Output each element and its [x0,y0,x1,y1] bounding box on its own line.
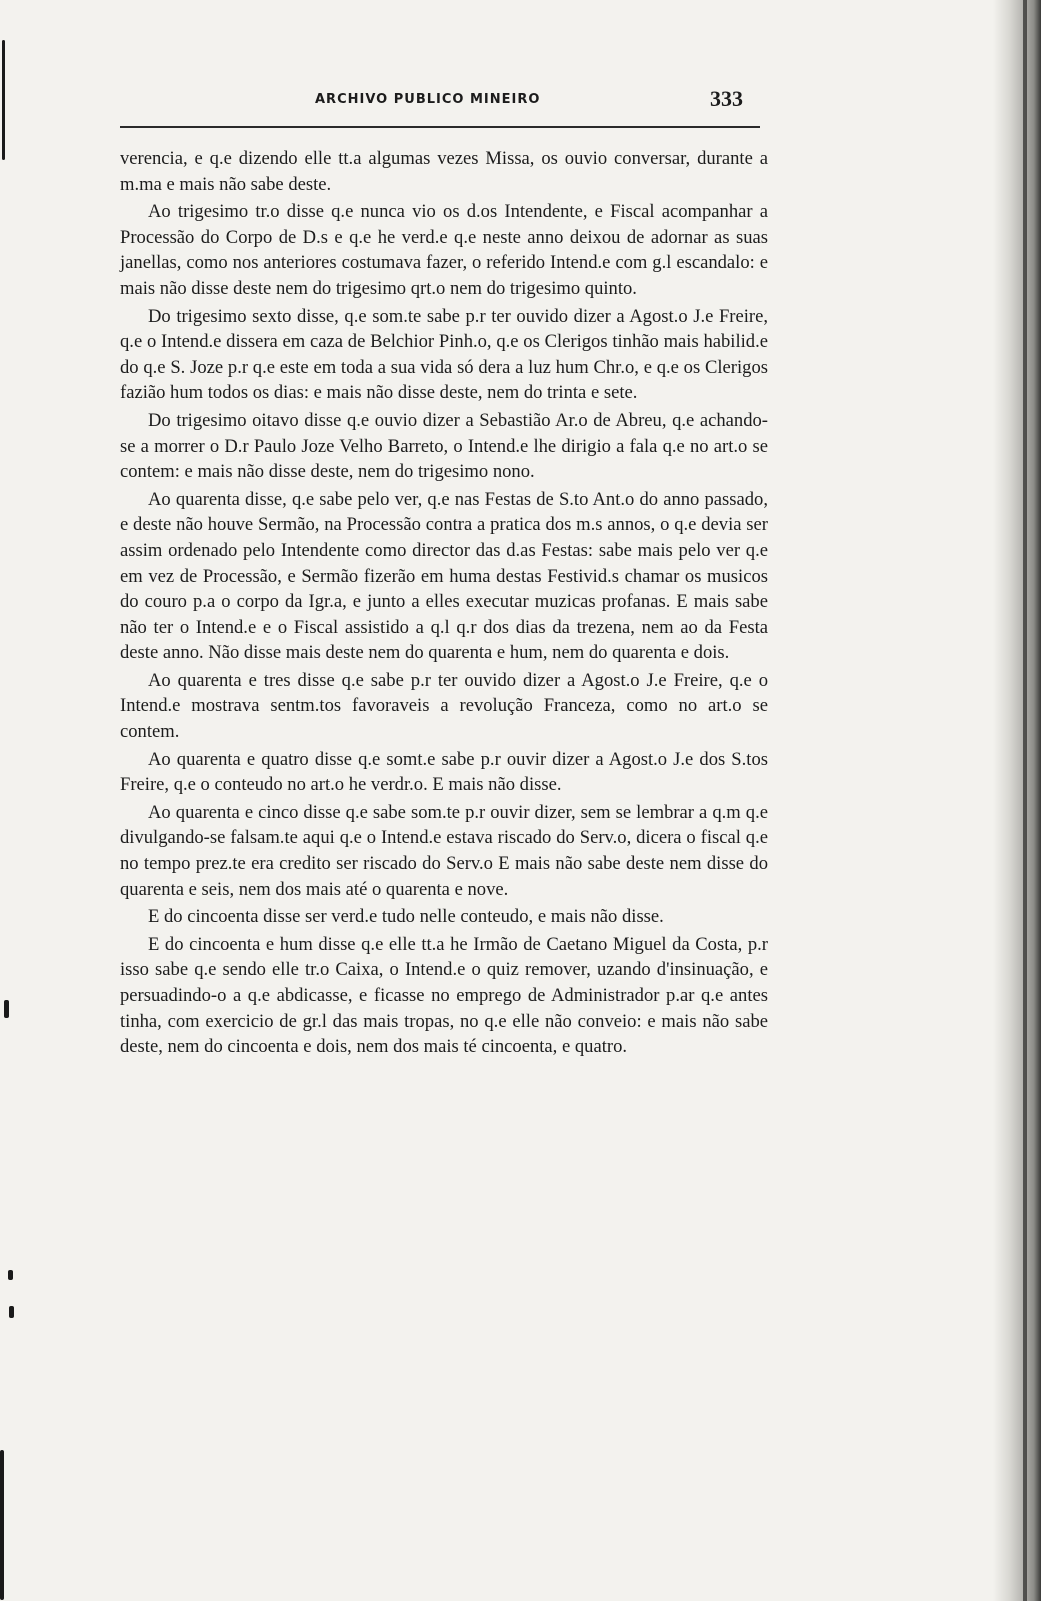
paragraph: Ao quarenta e tres disse q.e sabe p.r ter ouvido dizer a Agost.o J.e Freire, q.e o Intend.e mostrava sentm.tos favoraveis a revolução Franceza, como no art.o se contem. [120,669,768,743]
paragraph: verencia, e q.e dizendo elle tt.a algumas vezes Missa, os ouvio conversar, durante a m.ma e mais não sabe deste. [120,148,768,195]
paragraph: Do trigesimo oitavo disse q.e ouvio dizer a Sebastião Ar.o de Abreu, q.e achando-se a morrer o D.r Paulo Joze Velho Barreto, o Intend.e lhe dirigio a fala q.e no art.o se contem: e mais não disse deste, nem do trigesimo nono. [120,409,768,483]
paragraph: E do cincoenta disse ser verd.e tudo nelle conteudo, e mais não disse. [148,906,664,928]
scan-mark [4,1000,9,1018]
paragraph: E do cincoenta e hum disse q.e elle tt.a he Irmão de Caetano Miguel da Costa, p.r isso sabe q.e sendo elle tr.o Caixa, o Intend.e o quiz remover, uzando d'insinuação, e persuadindo-o a q.e abdicasse, e ficasse no emprego de Administrador p.ar q.e antes tinha, com exercicio de gr.l das mais tropas, no q.e elle não conveio: e mais não sabe deste, nem do cincoenta e dois, nem dos mais té cincoenta, e quatro. [120,933,768,1058]
paragraph: Ao trigesimo tr.o disse q.e nunca vio os d.os Intendente, e Fiscal acompanhar a Processão do Corpo de D.s e q.e he verd.e q.e neste anno deixou de adornar as suas janellas, como nos anteriores costumava fazer, o referido Intend.e com g.l escandalo: e mais não disse deste nem do trigesimo qrt.o nem do trigesimo quinto. [120,201,768,299]
paragraph: Ao quarenta e cinco disse q.e sabe som.te p.r ouvir dizer, sem se lembrar a q.m q.e divulgando-se falsam.te aqui q.e o Intend.e estava riscado do Serv.o, dicera o fiscal q.e no tempo prez.te era credito ser riscado do Serv.o E mais não sabe deste nem disse do quarenta e seis, nem dos mais até o quarenta e nove. [120,801,768,900]
scan-mark [9,1306,14,1318]
scan-mark [0,1450,4,1600]
page-header [120,86,760,116]
scan-edge-marks [0,0,14,1601]
scan-mark [2,40,5,160]
body-text [120,146,768,1062]
paragraph: Ao quarenta e quatro disse q.e somt.e sabe p.r ouvir dizer a Agost.o J.e dos S.tos Freire, q.e o conteudo no art.o he verdr.o. E mais não disse. [120,748,768,796]
scan-mark [8,1270,13,1280]
paragraph: Do trigesimo sexto disse, q.e som.te sabe p.r ter ouvido dizer a Agost.o J.e Freire, q.e o Intend.e dissera em caza de Belchior Pinh.o, q.e os Clerigos tinhão mais habilid.e do q.e S. Joze p.r q.e este em toda a sua vida só dera a luz hum Chr.o, e q.e os Clerigos fazião hum todos os dias: e mais não disse deste, nem do trinta e sete. [120,305,768,404]
page-number: 333 [710,86,743,111]
header-rule [120,126,760,128]
running-title: ARCHIVO PUBLICO MINEIRO [315,92,541,107]
book-spine-shadow [993,0,1041,1601]
paragraph: Ao quarenta disse, q.e sabe pelo ver, q.e nas Festas de S.to Ant.o do anno passado, e deste não houve Sermão, na Processão contra a pratica dos m.s annos, o q.e devia ser assim ordenado pelo Intendente como director das d.as Festas: sabe mais pelo ver q.e em vez de Processão, e Sermão fizerão em huma destas Festivid.s chamar os musicos do couro p.a o corpo da Igr.a, e junto a elles executar muzicas profanas. E mais sabe não ter o Intend.e e o Fiscal assistido a q.l q.r dos dias da trezena, nem ao da Festa deste anno. Não disse mais deste nem do quarenta e hum, nem do quarenta e dois. [120,488,768,664]
